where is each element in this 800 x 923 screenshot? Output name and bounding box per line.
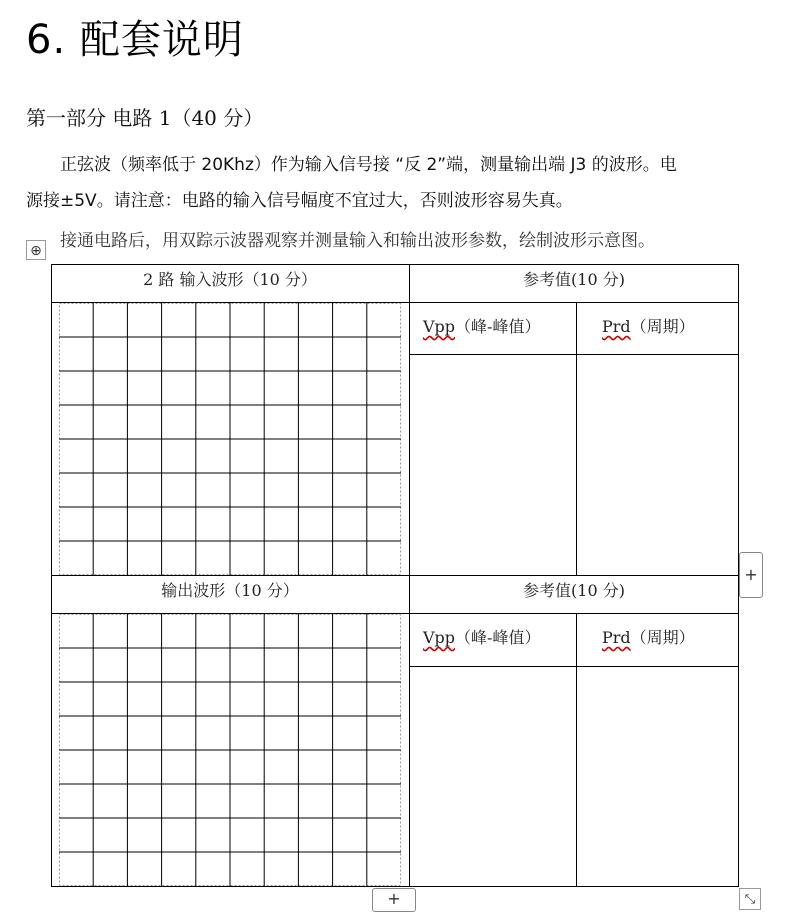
section-heading: 6. 配套说明 xyxy=(26,17,244,63)
row2-left-header: 输出波形（10 分） xyxy=(161,581,299,600)
row2-vpp-header xyxy=(423,625,540,648)
row2-subheader-line xyxy=(409,666,739,667)
row2-prd-label: Prd xyxy=(602,628,631,647)
row2-right-header: 参考值(10 分) xyxy=(523,581,625,600)
input-waveform-grid xyxy=(59,303,401,575)
table-move-handle-icon[interactable]: ⊕ xyxy=(26,240,46,260)
row1-right-col-divider xyxy=(576,302,577,575)
row1-vpp-label: Vpp xyxy=(423,317,456,336)
row1-left-header: 2 路 输入波形（10 分） xyxy=(143,270,317,289)
row1-prd-note: （周期） xyxy=(630,317,695,336)
row1-vpp-header xyxy=(423,314,540,337)
output-waveform-grid xyxy=(59,614,401,886)
waveform-table xyxy=(51,264,739,887)
row2-prd-note: （周期） xyxy=(630,628,695,647)
output-grid-svg xyxy=(59,614,401,886)
table-resize-icon[interactable]: ⤡ xyxy=(739,888,761,910)
input-grid-svg xyxy=(59,303,401,575)
row1-vpp-note: （峰-峰值） xyxy=(455,317,541,336)
row2-right-col-divider xyxy=(576,613,577,887)
instruction-text: 接通电路后，用双踪示波器观察并测量输入和输出波形参数，绘制波形示意图。 xyxy=(60,231,655,251)
add-row-button[interactable]: + xyxy=(372,888,416,912)
row1-prd-label: Prd xyxy=(602,317,631,336)
row1-prd-header xyxy=(602,314,695,337)
paragraph-line-2: 源接±5V。请注意：电路的输入信号幅度不宜过大，否则波形容易失真。 xyxy=(26,191,573,211)
row-separator xyxy=(51,575,739,576)
table-border-bottom xyxy=(51,886,739,887)
row2-prd-header xyxy=(602,625,695,648)
row2-vpp-note: （峰-峰值） xyxy=(455,628,541,647)
row1-subheader-line xyxy=(409,354,739,355)
row1-right-header: 参考值(10 分) xyxy=(523,270,625,289)
row2-vpp-label: Vpp xyxy=(423,628,456,647)
add-column-button[interactable]: + xyxy=(739,552,763,598)
table-border-top xyxy=(51,264,739,265)
paragraph-line-1: 正弦波（频率低于 20Khz）作为输入信号接 “反 2”端，测量输出端 J3 的波形。电 xyxy=(60,155,677,175)
part-subheading: 第一部分 电路 1（40 分） xyxy=(26,106,264,130)
